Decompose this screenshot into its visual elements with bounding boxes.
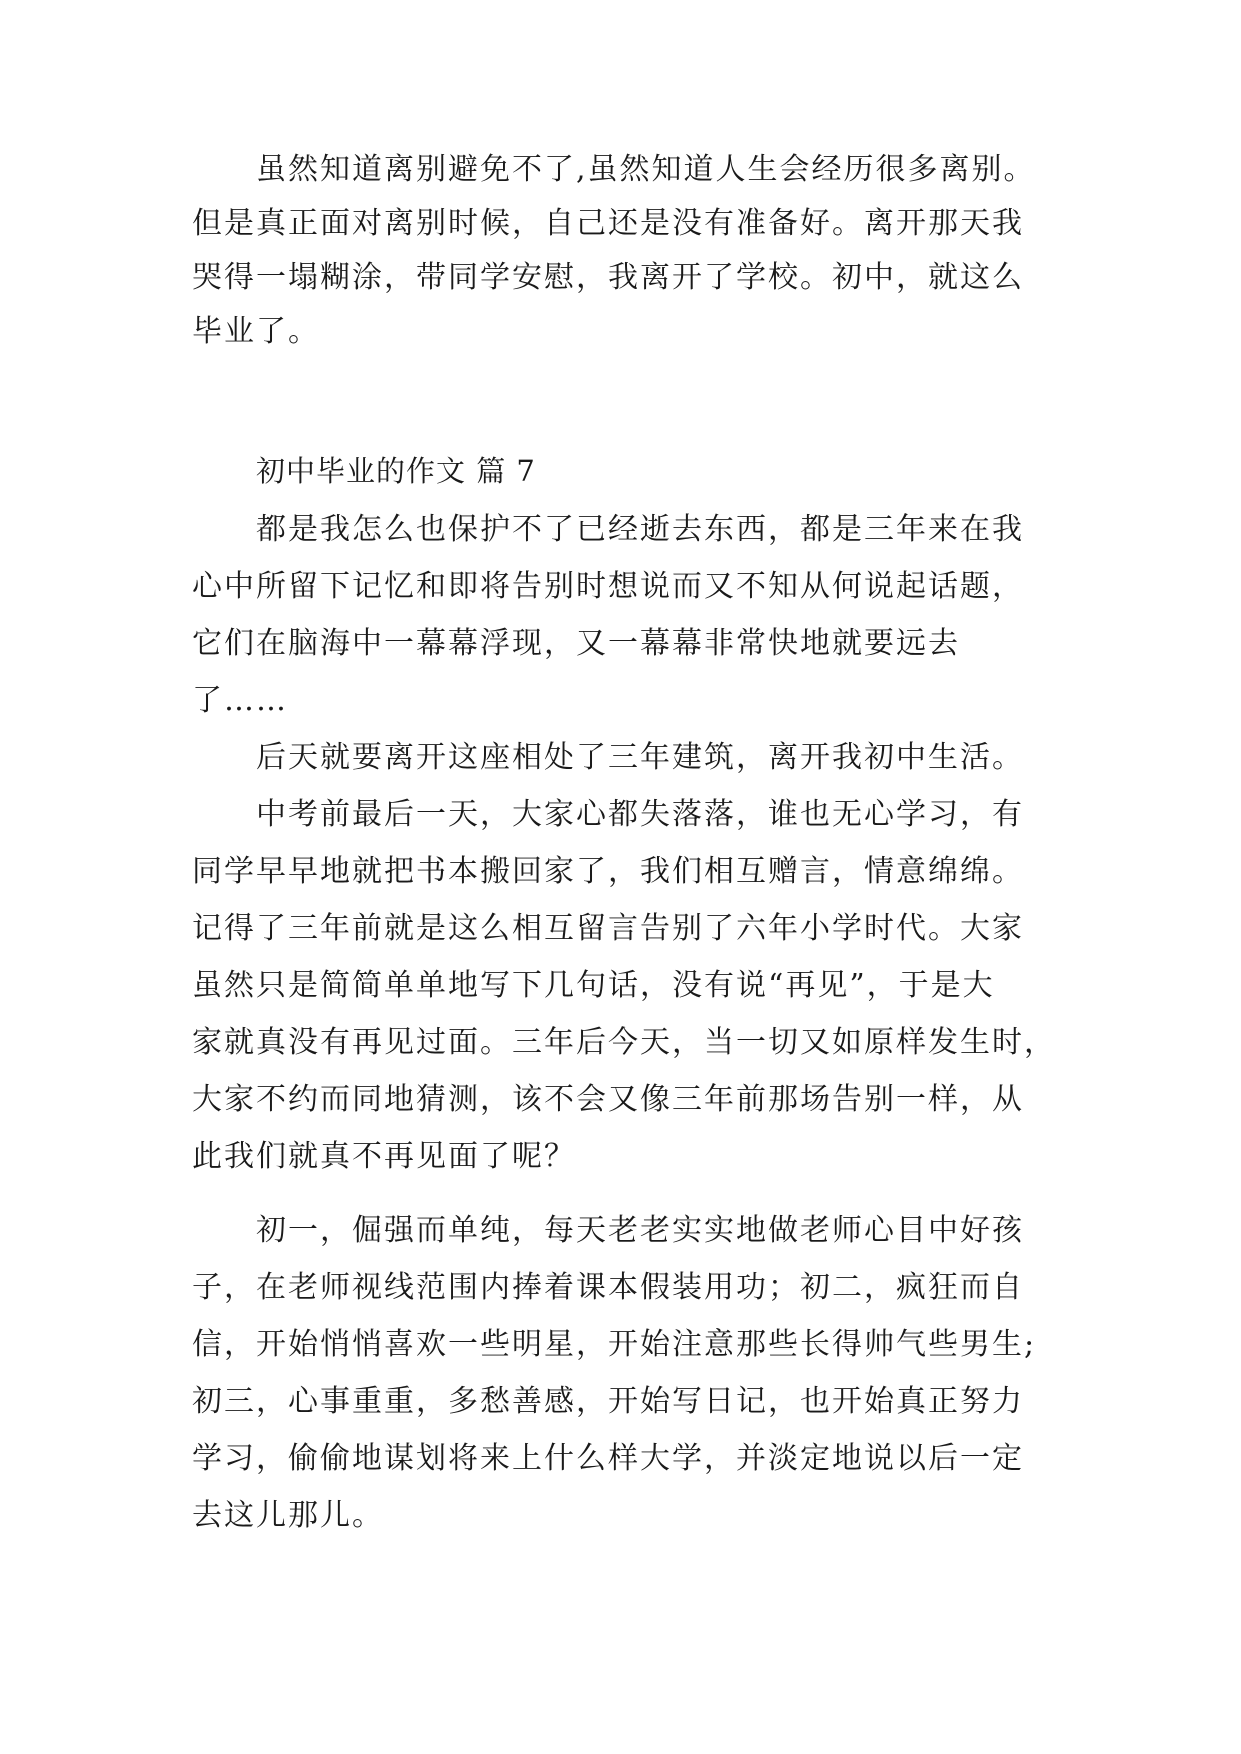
paragraph-4-line-5: 家就真没有再见过面。三年后今天，当一切又如原样发生时， (192, 1025, 1056, 1060)
paragraph-5-line-3: 信，开始悄悄喜欢一些明星，开始注意那些长得帅气些男生; (192, 1327, 1037, 1362)
paragraph-5-line-6: 去这儿那儿。 (192, 1498, 384, 1533)
paragraph-1-line-1: 虽然知道离别避免不了,虽然知道人生会经历很多离别。 (256, 152, 1036, 187)
paragraph-4-line-3: 记得了三年前就是这么相互留言告别了六年小学时代。大家 (192, 911, 1024, 946)
paragraph-4-line-4: 虽然只是简简单单地写下几句话，没有说“再见”，于是大 (192, 968, 995, 1003)
paragraph-2-line-3: 它们在脑海中一幕幕浮现，又一幕幕非常快地就要远去 (192, 626, 960, 661)
paragraph-5-line-2: 子，在老师视线范围内捧着课本假装用功；初二，疯狂而自 (192, 1270, 1024, 1305)
paragraph-2-line-2: 心中所留下记忆和即将告别时想说而又不知从何说起话题， (192, 569, 1024, 604)
paragraph-5-line-4: 初三，心事重重，多愁善感，开始写日记，也开始真正努力 (192, 1384, 1024, 1419)
paragraph-4-line-7: 此我们就真不再见面了呢？ (192, 1139, 576, 1174)
paragraph-5-line-1: 初一，倔强而单纯，每天老老实实地做老师心目中好孩 (256, 1213, 1024, 1248)
paragraph-3-line-1: 后天就要离开这座相处了三年建筑，离开我初中生活。 (256, 740, 1024, 775)
paragraph-5-line-5: 学习，偷偷地谋划将来上什么样大学，并淡定地说以后一定 (192, 1441, 1024, 1476)
paragraph-4-line-2: 同学早早地就把书本搬回家了，我们相互赠言，情意绵绵。 (192, 854, 1024, 889)
paragraph-2-line-4: 了…… (192, 683, 288, 718)
paragraph-1-line-3: 哭得一塌糊涂，带同学安慰，我离开了学校。初中，就这么 (192, 260, 1024, 295)
paragraph-4-line-6: 大家不约而同地猜测，该不会又像三年前那场告别一样，从 (192, 1082, 1024, 1117)
section-title: 初中毕业的作文 篇 7 (256, 454, 536, 488)
paragraph-4-line-1: 中考前最后一天，大家心都失落落，谁也无心学习，有 (256, 797, 1024, 832)
paragraph-1-line-4: 毕业了。 (192, 314, 320, 349)
paragraph-1-line-2: 但是真正面对离别时候，自己还是没有准备好。离开那天我 (192, 206, 1024, 241)
paragraph-2-line-1: 都是我怎么也保护不了已经逝去东西，都是三年来在我 (256, 512, 1024, 547)
